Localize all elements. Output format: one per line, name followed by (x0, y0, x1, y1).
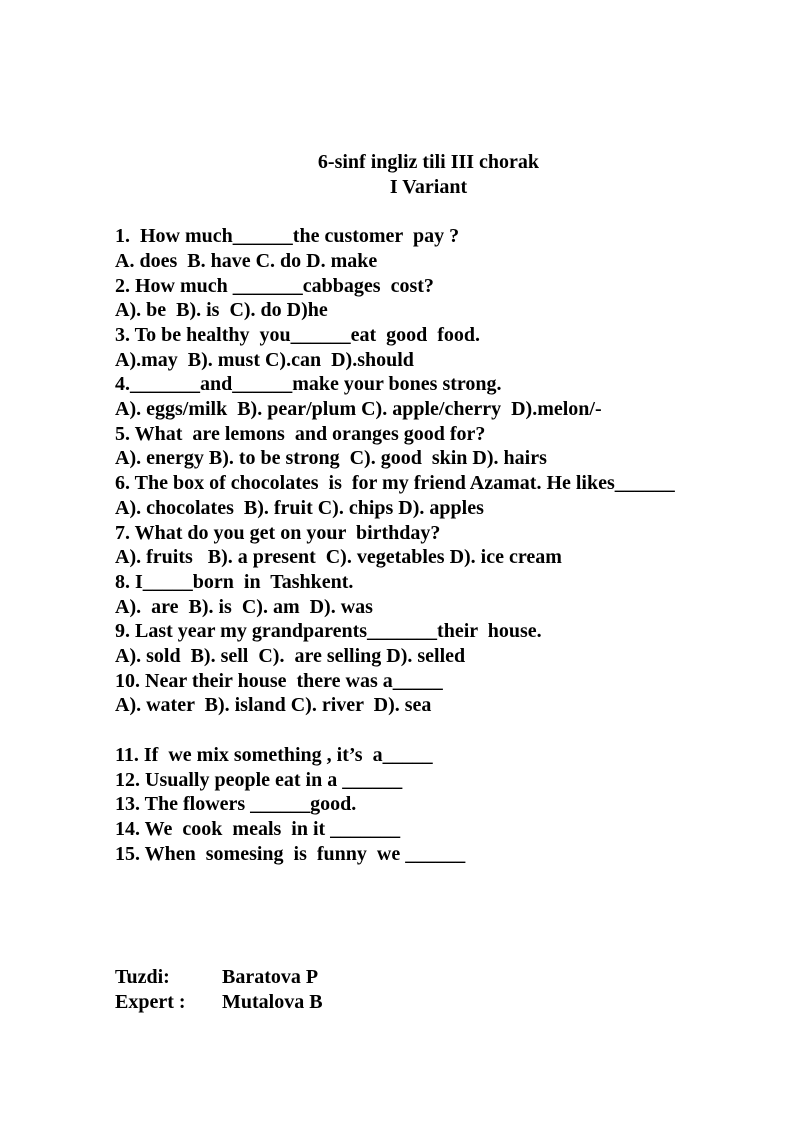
options-1: A. does B. have C. do D. make (115, 249, 378, 272)
author-name: Baratova P (222, 966, 319, 989)
page-title: 6-sinf ingliz tili III chorak (317, 151, 540, 173)
fill-in-11: 11. If we mix something , it’s a_____ (115, 743, 433, 766)
question-8: 8. I_____born in Tashkent. (115, 570, 354, 593)
page-content (115, 150, 742, 1015)
expert-name: Mutalova B (222, 990, 323, 1013)
fill-in-13: 13. The flowers ______good. (115, 793, 357, 816)
fill-in-14: 14. We cook meals in it _______ (115, 817, 401, 840)
title-block (115, 150, 742, 199)
fill-in-15: 15. When somesing is funny we ______ (115, 842, 466, 865)
options-7: A). fruits B). a present C). vegetables D). ice cream (115, 546, 562, 569)
question-9: 9. Last year my grandparents_______their house. (115, 620, 542, 643)
options-6: A). chocolates B). fruit C). chips D). apples (115, 496, 484, 519)
question-10: 10. Near their house there was a_____ (115, 669, 443, 692)
question-6: 6. The box of chocolates is for my friend Azamat. He likes______ (115, 472, 675, 495)
fill-in-block (115, 743, 742, 867)
question-7: 7. What do you get on your birthday? (115, 521, 441, 544)
question-5: 5. What are lemons and oranges good for? (115, 422, 486, 445)
options-2: A). be B). is C). do D)he (115, 299, 328, 322)
expert-label: Expert : (115, 990, 186, 1013)
author-row (115, 965, 742, 990)
expert-row (115, 990, 742, 1015)
fill-in-12: 12. Usually people eat in a ______ (115, 768, 403, 791)
question-3: 3. To be healthy you______eat good food. (115, 323, 481, 346)
options-3: A).may B). must C).can D).should (115, 348, 414, 371)
options-4: A). eggs/milk B). pear/plum C). apple/cherry D).melon/- (115, 398, 602, 421)
options-9: A). sold B). sell C). are selling D). selled (115, 645, 466, 668)
question-4: 4._______and______make your bones strong. (115, 373, 502, 396)
question-2: 2. How much _______cabbages cost? (115, 274, 434, 297)
variant-title: I Variant (389, 175, 468, 198)
options-10: A). water B). island C). river D). sea (115, 694, 432, 717)
questions-block (115, 224, 742, 718)
signature-block (115, 965, 742, 1014)
author-label: Tuzdi: (115, 966, 170, 989)
options-5: A). energy B). to be strong C). good skin D). hairs (115, 447, 547, 470)
options-8: A). are B). is C). am D). was (115, 595, 373, 618)
question-1: 1. How much______the customer pay ? (115, 225, 460, 248)
